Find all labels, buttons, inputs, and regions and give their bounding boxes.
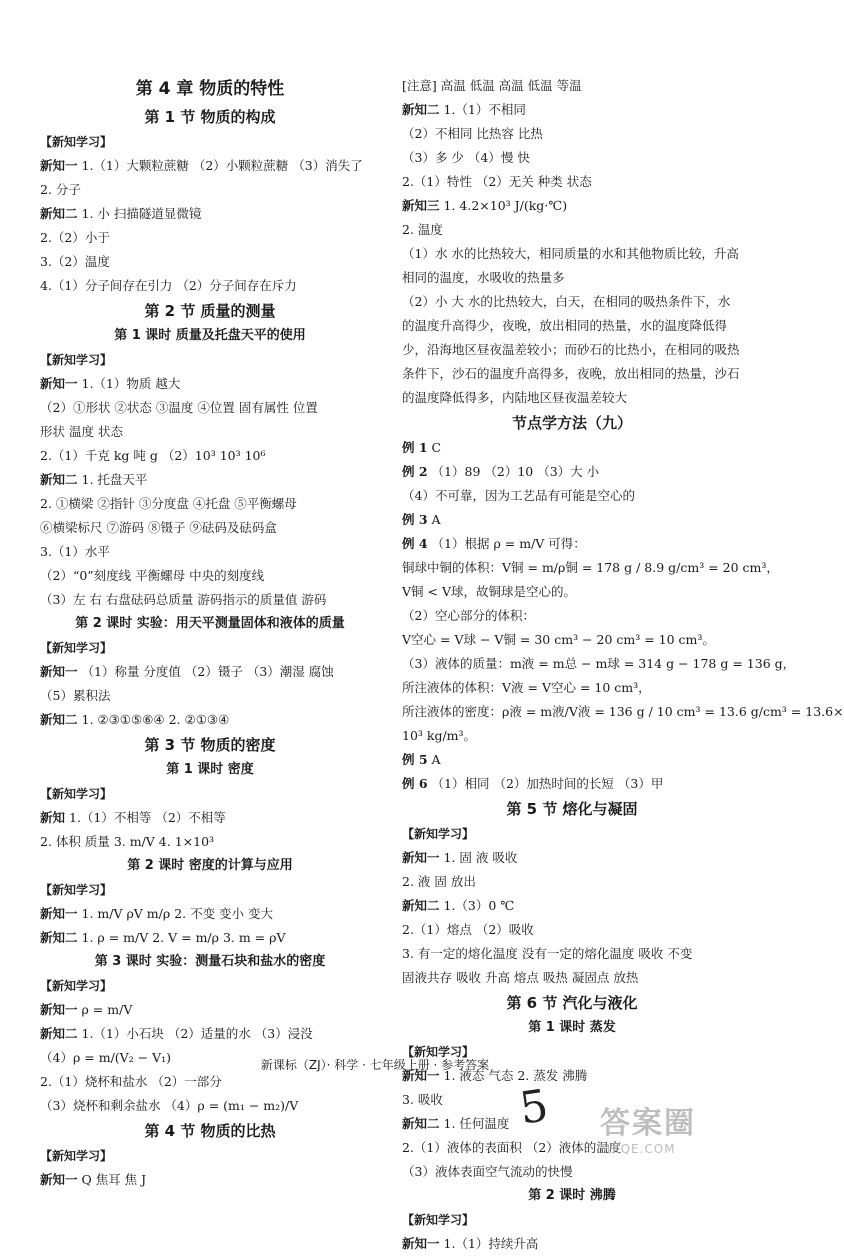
- item-label: 新知二: [402, 898, 440, 913]
- answer-line: [402, 508, 742, 532]
- item-label: 新知一: [40, 664, 78, 679]
- section-title: 第 2 节 质量的测量: [144, 302, 276, 320]
- section-title: 第 5 节 熔化与凝固: [506, 800, 638, 818]
- answer-text: 2.（1）烧杯和盐水 （2）一部分: [40, 1074, 222, 1089]
- answer-text: A: [427, 512, 441, 527]
- item-label: 新知二: [402, 1116, 440, 1131]
- answer-text: A: [427, 752, 441, 767]
- item-label: 新知三: [402, 198, 440, 213]
- answer-text: 1. 小 扫描隧道显微镜: [77, 206, 202, 221]
- answer-text: 2. ①横梁 ②指针 ③分度盘 ④托盘 ⑤平衡螺母: [40, 496, 297, 511]
- answer-text: （2）“0”刻度线 平衡螺母 中央的刻度线: [40, 568, 265, 583]
- answer-text: 1.（3）0 ℃: [439, 898, 515, 913]
- study-tag: 【新知学习】: [402, 827, 475, 841]
- answer-text: 3. 有一定的熔化温度 没有一定的熔化温度 吸收 不变: [402, 946, 693, 961]
- study-tag: 【新知学习】: [40, 353, 113, 367]
- answer-text: （2）空心部分的体积：: [402, 608, 535, 623]
- answer-line: [40, 250, 380, 274]
- answer-line: [402, 700, 844, 724]
- answer-line: [40, 178, 380, 202]
- answer-line: [40, 564, 380, 588]
- answer-text: （3）液体的质量：m液 = m总 − m球 = 314 g − 178 g = 136 g，: [402, 656, 796, 671]
- answer-text: 3.（2）温度: [40, 254, 110, 269]
- answer-text: （4）不可靠，因为工艺品有可能是空心的: [402, 488, 635, 503]
- answer-text: 2. 分子: [40, 182, 81, 197]
- study-tag: 【新知学习】: [40, 787, 113, 801]
- chapter-title: 第 4 章 物质的特性: [135, 79, 285, 99]
- lesson-title: 第 2 课时 密度的计算与应用: [127, 858, 293, 873]
- answer-text: 1. 4.2×10³ J/(kg·℃): [439, 198, 568, 213]
- answer-line: [402, 846, 742, 870]
- answer-text: 固液共存 吸收 升高 熔点 吸热 凝固点 放热: [402, 970, 639, 985]
- answer-line: [40, 372, 380, 396]
- answer-line: [40, 1168, 380, 1192]
- answer-line: [40, 444, 380, 468]
- answer-text: 2.（1）特性 （2）无关 种类 状态: [402, 174, 592, 189]
- item-label: 新知: [40, 810, 66, 825]
- answer-text: 所注液体的密度：ρ液 = m液/V液 = 136 g / 10 cm³ = 13.6 g/cm³ = 13.6×: [402, 704, 844, 719]
- answer-line: [402, 556, 779, 580]
- lesson-title: 第 3 课时 实验：测量石块和盐水的密度: [94, 954, 326, 969]
- answer-line: [40, 540, 380, 564]
- left-column: [40, 74, 380, 1192]
- answer-line: [40, 588, 380, 612]
- answer-text: （1）相同 （2）加热时间的长短 （3）甲: [427, 776, 664, 791]
- item-label: 新知一: [40, 906, 78, 921]
- item-label: 新知一: [402, 1236, 440, 1251]
- answer-line: [40, 226, 380, 250]
- answer-text: 1. m/V ρV m/ρ 2. 不变 变小 变大: [77, 906, 274, 921]
- right-column: [402, 74, 844, 1256]
- lesson-title: 第 1 课时 质量及托盘天平的使用: [114, 328, 306, 343]
- answer-line: [402, 194, 742, 218]
- answer-line: [402, 218, 742, 242]
- answer-line: [402, 146, 742, 170]
- answer-text: 1.（1）持续升高: [439, 1236, 539, 1251]
- answer-text: C: [427, 440, 442, 455]
- item-label: 新知一: [402, 1068, 440, 1083]
- answer-line: [402, 918, 742, 942]
- answer-line: [402, 676, 742, 700]
- answer-line: [402, 604, 742, 628]
- answer-text: Q 焦耳 焦 J: [77, 1172, 147, 1187]
- item-label: 新知一: [40, 158, 78, 173]
- study-tag: 【新知学习】: [40, 1149, 113, 1163]
- answer-text: （5）累积法: [40, 688, 111, 703]
- answer-text: ⑥横梁标尺 ⑦游码 ⑧镊子 ⑨砝码及砝码盒: [40, 520, 277, 535]
- answer-line: [402, 748, 742, 772]
- answer-text: 3.（1）水平: [40, 544, 110, 559]
- answer-line: [40, 660, 380, 684]
- item-label: 例 6: [402, 776, 428, 791]
- answer-line: [402, 242, 742, 290]
- answer-line: [402, 122, 742, 146]
- answer-line: [40, 396, 380, 420]
- answer-line: [40, 926, 380, 950]
- watermark-logo: [600, 1098, 740, 1168]
- item-label: 例 4: [402, 536, 428, 551]
- study-tag: 【新知学习】: [402, 1045, 475, 1059]
- answer-line: [40, 154, 380, 178]
- item-label: 新知二: [40, 712, 78, 727]
- answer-text: 1.（1）小石块 （2）适量的水 （3）浸没: [77, 1026, 313, 1041]
- answer-line: [40, 202, 380, 226]
- answer-text: （1）根据 ρ = m/V 可得：: [427, 536, 586, 551]
- answer-text: 1. ②③①⑤⑥④ 2. ②①③④: [77, 712, 230, 727]
- item-label: 新知二: [40, 930, 78, 945]
- answer-text: 2. 体积 质量 3. m/V 4. 1×10³: [40, 834, 215, 849]
- answer-line: [402, 484, 742, 508]
- answer-text: 所注液体的体积：V液 = V空心 = 10 cm³，: [402, 680, 651, 695]
- answer-text: 2.（1）液体的表面积 （2）液体的温度: [402, 1140, 622, 1155]
- answer-text: 3. 吸收: [402, 1092, 443, 1107]
- answer-text: （3）烧杯和剩余盐水 （4）ρ = (m₁ − m₂)/V: [40, 1098, 299, 1113]
- answer-line: [402, 436, 742, 460]
- answer-text: 形状 温度 状态: [40, 424, 123, 439]
- item-label: 新知二: [40, 1026, 78, 1041]
- answer-line: [402, 942, 742, 966]
- section-title: 第 1 节 物质的构成: [144, 108, 276, 126]
- answer-line: [402, 894, 742, 918]
- section-title: 第 3 节 物质的密度: [144, 736, 276, 754]
- answer-line: [402, 290, 742, 410]
- answer-line: [402, 532, 742, 556]
- answer-line: [402, 966, 742, 990]
- answer-text: ρ = m/V: [77, 1002, 133, 1017]
- answer-line: [402, 628, 742, 652]
- answer-text: 4.（1）分子间存在引力 （2）分子间存在斥力: [40, 278, 297, 293]
- item-label: 例 5: [402, 752, 428, 767]
- item-label: 例 2: [402, 464, 428, 479]
- page-footer: 新课标（ZJ）· 科学 · 七年级上册 · 参考答案: [260, 1058, 490, 1072]
- answer-text: （2）不相同 比热容 比热: [402, 126, 543, 141]
- answer-line: [402, 460, 742, 484]
- answer-text: （2）小 大 水的比热较大，白天，在相同的吸热条件下，水的温度升高得少，夜晚，放出相同的热量，水的温度降低得少，沿海地区昼夜温差较小；而砂石的比热小，在相同的吸热条件下，沙石的温度升高得多，夜晚，放出相同的热量，沙石的温度降低得多，内陆地区昼夜温差较大: [402, 294, 740, 405]
- answer-line: [40, 708, 380, 732]
- study-tag: 【新知学习】: [402, 1213, 475, 1227]
- answer-line: [402, 170, 742, 194]
- answer-line: [402, 652, 796, 676]
- item-label: 新知二: [40, 206, 78, 221]
- section-title: 第 6 节 汽化与液化: [506, 994, 638, 1012]
- lesson-title: 第 2 课时 实验：用天平测量固体和液体的质量: [75, 616, 345, 631]
- answer-line: [40, 830, 380, 854]
- study-tag: 【新知学习】: [40, 641, 113, 655]
- answer-text: 1.（1）不相同: [439, 102, 526, 117]
- answer-text: 1. 固 液 吸收: [439, 850, 518, 865]
- item-label: 例 3: [402, 512, 428, 527]
- item-label: 新知一: [402, 850, 440, 865]
- answer-line: [402, 98, 742, 122]
- answer-line: [402, 580, 742, 604]
- answer-text: （4）ρ = m/(V₂ − V₁): [40, 1050, 172, 1065]
- answer-text: 1. ρ = m/V 2. V = m/ρ 3. m = ρV: [77, 930, 286, 945]
- section-title: 节点学方法（九）: [511, 414, 632, 432]
- answer-text: （2）①形状 ②状态 ③温度 ④位置 固有属性 位置: [40, 400, 318, 415]
- watermark-url: MXQE.COM: [600, 1142, 676, 1156]
- answer-text: 2.（1）熔点 （2）吸收: [402, 922, 534, 937]
- item-label: 新知一: [40, 1172, 78, 1187]
- answer-line: [40, 420, 380, 444]
- answer-line: [40, 684, 380, 708]
- answer-line: [40, 806, 380, 830]
- item-label: 新知一: [40, 1002, 78, 1017]
- answer-text: V铜 < V球，故铜球是空心的。: [402, 584, 576, 599]
- answer-text: （3）多 少 （4）慢 快: [402, 150, 530, 165]
- answer-text: [注意] 高温 低温 高温 低温 等温: [402, 78, 582, 93]
- answer-line: [40, 902, 380, 926]
- answer-text: （1）89 （2）10 （3）大 小: [427, 464, 600, 479]
- answer-line: [40, 1094, 380, 1118]
- answer-line: [402, 772, 742, 796]
- answer-text: 2. 温度: [402, 222, 443, 237]
- answer-line: [40, 1070, 380, 1094]
- answer-text: 10³ kg/m³。: [402, 728, 477, 743]
- study-tag: 【新知学习】: [40, 135, 113, 149]
- item-label: 新知二: [40, 472, 78, 487]
- answer-text: （1）称量 分度值 （2）镊子 （3）潮湿 腐蚀: [77, 664, 334, 679]
- answer-text: 2.（2）小于: [40, 230, 110, 245]
- study-tag: 【新知学习】: [40, 979, 113, 993]
- section-title: 第 4 节 物质的比热: [144, 1122, 276, 1140]
- answer-text: （1）水 水的比热较大，相同质量的水和其他物质比较，升高相同的温度，水吸收的热量多: [402, 246, 739, 285]
- answer-line: [40, 468, 380, 492]
- answer-text: 2.（1）千克 kg 吨 g （2）10³ 10³ 10⁶: [40, 448, 266, 463]
- answer-line: [40, 274, 380, 298]
- answer-text: 1.（1）不相等 （2）不相等: [65, 810, 226, 825]
- lesson-title: 第 2 课时 沸腾: [528, 1188, 616, 1203]
- answer-text: V空心 = V球 − V铜 = 30 cm³ − 20 cm³ = 10 cm³。: [402, 632, 715, 647]
- lesson-title: 第 1 课时 密度: [166, 762, 254, 777]
- item-label: 新知一: [40, 376, 78, 391]
- answer-text: 1.（1）物质 越大: [77, 376, 181, 391]
- answer-text: 铜球中铜的体积：V铜 = m/ρ铜 = 178 g / 8.9 g/cm³ = 20 cm³，: [402, 560, 779, 575]
- answer-text: 1.（1）大颗粒蔗糖 （2）小颗粒蔗糖 （3）消失了: [77, 158, 363, 173]
- item-label: 新知二: [402, 102, 440, 117]
- page-number: 5: [516, 1080, 552, 1135]
- answer-text: 1. 托盘天平: [77, 472, 148, 487]
- answer-line: [402, 1232, 742, 1256]
- answer-line: [402, 870, 742, 894]
- answer-line: [40, 1022, 380, 1046]
- lesson-title: 第 1 课时 蒸发: [528, 1020, 616, 1035]
- answer-line: [40, 492, 380, 516]
- answer-line: [402, 724, 742, 748]
- answer-line: [40, 998, 380, 1022]
- answer-line: [402, 74, 742, 98]
- answer-text: 2. 液 固 放出: [402, 874, 476, 889]
- item-label: 例 1: [402, 440, 428, 455]
- answer-text: 1. 任何温度: [439, 1116, 510, 1131]
- answer-text: （3）液体表面空气流动的快慢: [402, 1164, 573, 1179]
- answer-line: [40, 516, 380, 540]
- answer-text: （3）左 右 右盘砝码总质量 游码指示的质量值 游码: [40, 592, 327, 607]
- watermark-main: 答案圈: [600, 1106, 696, 1141]
- study-tag: 【新知学习】: [40, 883, 113, 897]
- answer-text: 1. 液态 气态 2. 蒸发 沸腾: [439, 1068, 588, 1083]
